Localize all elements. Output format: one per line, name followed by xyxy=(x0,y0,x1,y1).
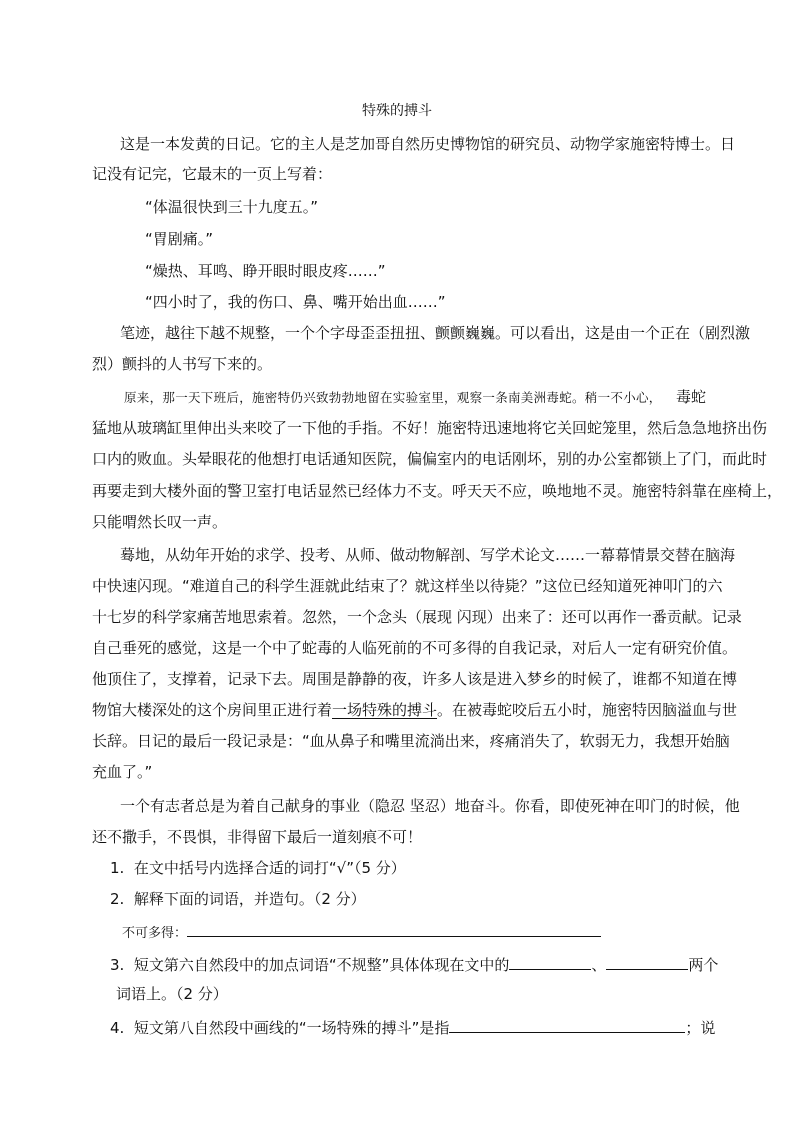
paragraph-line: 充血了。” xyxy=(92,763,153,781)
paragraph-line: 这是一本发黄的日记。它的主人是芝加哥自然历史博物馆的研究员、动物学家施密特博士。日 xyxy=(120,135,736,153)
question-2 xyxy=(110,889,366,909)
answer-blank[interactable] xyxy=(187,920,601,937)
diary-quote: “胃剧痛。” xyxy=(145,230,214,248)
question-number: 2. xyxy=(110,890,125,908)
question-text: 两个 xyxy=(688,956,719,974)
question-3 xyxy=(110,953,718,975)
diary-quote: “四小时了，我的伤口、鼻、嘴开始出血……” xyxy=(145,293,446,311)
answer-blank[interactable] xyxy=(606,953,688,970)
paragraph-line: 一个有志者总是为着自己献身的事业（隐忍 坚忍）地奋斗。你看，即使死神在叩门的时候，他 xyxy=(120,797,740,815)
paragraph-line: 自己垂死的感觉，这是一个中了蛇毒的人临死前的不可多得的自我记录，对后人一定有研究价值。 xyxy=(92,639,738,657)
paragraph-line: 猛地从玻璃缸里伸出头来咬了一下他的手指。不好！施密特迅速地将它关回蛇笼里，然后急急地挤出伤 xyxy=(92,419,768,437)
paragraph-line: 蓦地，从幼年开始的求学、投考、从师、做动物解剖、写学术论文……一幕幕情景交替在脑海 xyxy=(120,546,736,564)
separator: 、 xyxy=(591,956,607,974)
answer-blank[interactable] xyxy=(449,1016,685,1033)
paragraph-line: 长辞。日记的最后一段记录是：“血从鼻子和嘴里流淌出来，疼痛消失了，软弱无力，我想开始脑 xyxy=(92,732,730,750)
paragraph-line: 只能喟然长叹一声。 xyxy=(92,513,228,531)
paragraph-line: 原来，那一天下班后，施密特仍兴致勃勃地留在实验室里，观察一条南美洲毒蛇。稍一不小心， xyxy=(124,390,662,405)
question-text: 在文中括号内选择合适的词打“√”（5 分） xyxy=(133,859,406,877)
question-4 xyxy=(110,1016,715,1038)
paragraph-line: 中快速闪现。“难道自己的科学生涯就此结束了？就这样坐以待毙？”这位已经知道死神叩门的六 xyxy=(92,577,723,595)
question-number: 4. xyxy=(110,1019,125,1037)
paragraph-line: 十七岁的科学家痛苦地思索着。忽然，一个念头（展现 闪现）出来了：还可以再作一番贡献。记录 xyxy=(92,608,742,626)
question-number: 3. xyxy=(110,956,125,974)
diary-quote: “体温很快到三十九度五。” xyxy=(145,198,319,216)
diary-quote: “燥热、耳鸣、睁开眼时眼皮疼……” xyxy=(145,262,386,280)
question-3-continuation: 词语上。（2 分） xyxy=(116,985,228,1003)
question-text: 短文第六自然段中的加点词语“不规整”具体体现在文中的 xyxy=(133,956,510,974)
question-1 xyxy=(110,858,406,878)
paragraph-line: 笔迹，越往下越不规整，一个个字母歪歪扭扭、颤颤巍巍。可以看出，这是由一个正在（剧烈激 xyxy=(120,324,751,342)
question-text: 短文第八自然段中画线的“一场特殊的搏斗”是指 xyxy=(133,1019,450,1037)
question-text: 解释下面的词语，并造句。（2 分） xyxy=(133,890,366,908)
term-label: 不可多得： xyxy=(122,926,188,941)
text-segment: 。在被毒蛇咬后五小时，施密特因脑溢血与世 xyxy=(437,701,738,719)
paragraph-line: 还不撒手，不畏惧，非得留下最后一道刻痕不可！ xyxy=(92,828,423,846)
answer-blank[interactable] xyxy=(509,953,591,970)
paragraph-line: 再要走到大楼外面的警卫室打电话显然已经体力不支。呼天天不应，唤地地不灵。施密特斜靠在座椅上， xyxy=(92,482,783,500)
question-number: 1. xyxy=(110,859,125,877)
text-segment: 物馆大楼深处的这个房间里正进行着 xyxy=(92,701,333,719)
paragraph-line: 口内的败血。头晕眼花的他想打电话通知医院，偏偏室内的电话刚坏，别的办公室都锁上了门，而此时 xyxy=(92,450,768,468)
paragraph-line: 记没有记完，它最末的一页上写着： xyxy=(92,165,333,183)
document-title: 特殊的搏斗 xyxy=(362,103,432,119)
paragraph-line: 他顶住了，支撑着，记录下去。周围是静静的夜，许多人该是进入梦乡的时候了，谁都不知道在博 xyxy=(92,670,738,688)
underlined-phrase: 一场特殊的搏斗 xyxy=(332,701,438,719)
paragraph-line-end: 毒蛇 xyxy=(676,388,707,406)
paragraph-line: 烈）颤抖的人书写下来的。 xyxy=(92,355,273,373)
question-2-subitem xyxy=(122,920,601,944)
question-text: ；说 xyxy=(685,1019,716,1037)
paragraph-line xyxy=(92,700,737,720)
